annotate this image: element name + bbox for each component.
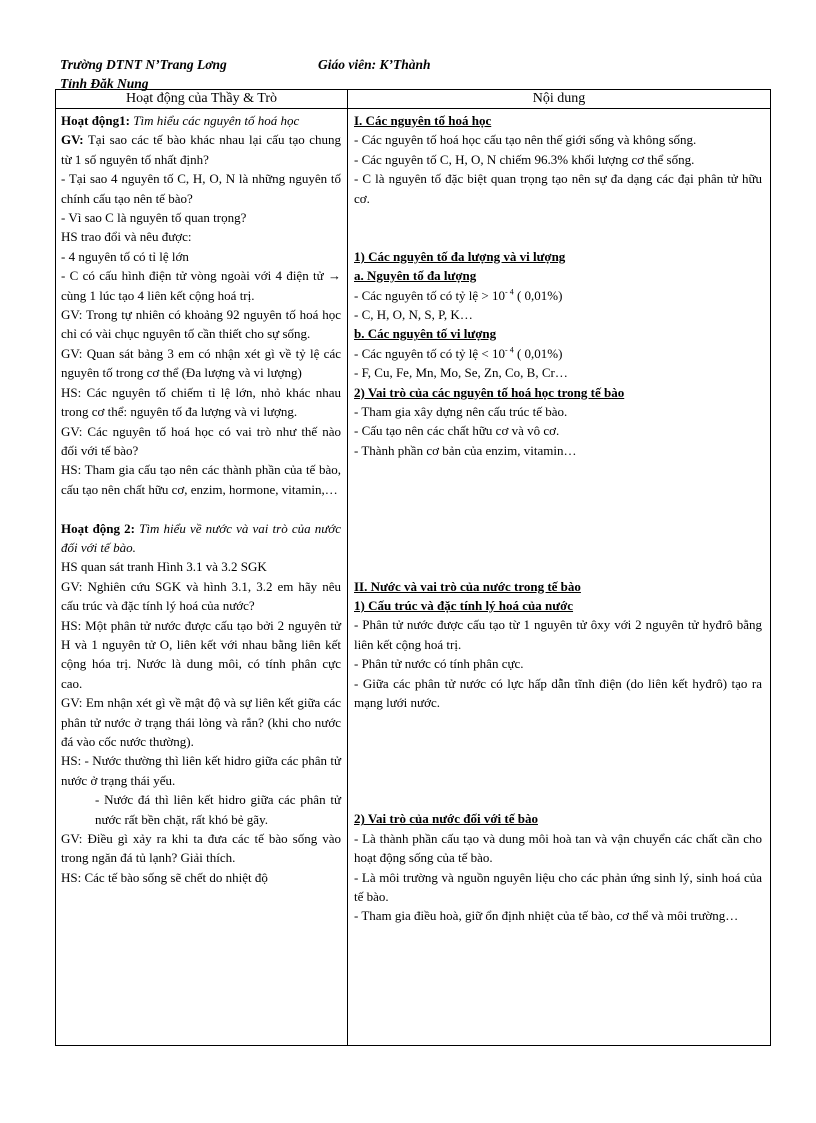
micro-ratio-text: - Các nguyên tố có tỷ lệ < 10 <box>354 345 506 361</box>
hs-observe: HS quan sát tranh Hình 3.1 và 3.2 SGK <box>61 559 267 575</box>
subsection-2-2-title: 2) Vai trò của nước đối với tế bào <box>354 811 538 827</box>
activities-cell <box>56 109 348 1046</box>
gv-statement-2: GV: Trong tự nhiên có khoảng 92 nguyên tố hoá học chỉ có vài chục nguyên tố cần thiết cho sự sống. <box>61 307 341 342</box>
role-point-1: - Tham gia xây dựng nên cấu trúc tế bào. <box>354 404 568 420</box>
macro-elements: - C, H, O, N, S, P, K… <box>354 307 473 323</box>
gv-question-4: GV: Các nguyên tố hoá học có vai trò như thế nào đối với tế bào? <box>61 423 341 458</box>
col-header-content: Nội dung <box>348 90 771 109</box>
role-point-3: - Thành phần cơ bản của enzim, vitamin… <box>354 442 577 458</box>
subsection-1-1b-title: b. Các nguyên tố vi lượng <box>354 326 497 342</box>
gv-question-1 <box>61 130 341 169</box>
micro-ratio <box>354 344 762 363</box>
answer-1: - 4 nguyên tố có tỉ lệ lớn <box>61 248 189 264</box>
activity-1-label: Hoạt động1: <box>61 113 130 128</box>
role-point-2: - Cấu tạo nên các chất hữu cơ và vô cơ. <box>354 423 560 439</box>
micro-exponent: - 4 <box>505 345 514 355</box>
water-structure-3: - Giữa các phân tử nước có lực hấp dẫn tĩnh điện (do liên kết hyđrô) tạo ra mạng lưới nước. <box>354 675 762 711</box>
teacher-name: Giáo viên: K’Thành <box>318 57 431 72</box>
water-role-1: - Là thành phần cấu tạo và dung môi hoà tan và vận chuyển các chất cần cho hoạt động sống của tế bào. <box>354 830 762 866</box>
question-cho: - Tại sao 4 nguyên tố C, H, O, N là những nguyên tố chính cấu tạo nên tế bào? <box>61 171 341 206</box>
macro-exponent: - 4 <box>505 287 514 297</box>
activity-1-heading <box>61 111 341 130</box>
table-header-row <box>56 90 771 109</box>
hs-answer-2: HS: Các nguyên tố chiếm tỉ lệ lớn, nhỏ khác nhau trong cơ thể: nguyên tố đa lượng và vi lượng. <box>61 384 341 420</box>
macro-percent: ( 0,01%) <box>513 287 563 303</box>
hs-answer-5: HS: Một phân tử nước được cấu tạo bởi 2 nguyên tử H và 1 nguyên tử O, liên kết với nhau bằng liên kết cộng hóa trị. Nước là dung môi, có tính phân cực cao. <box>61 617 341 691</box>
answer-2: - C có cấu hình điện tử vòng ngoài với 4 điện tử → cùng 1 lúc tạo 4 liên kết cộng hoá trị. <box>61 268 341 303</box>
hs-answer-6b: - Nước đá thì liên kết hidro giữa các phân tử nước rất bền chặt, rất khó bẻ gãy. <box>95 792 341 827</box>
water-role-2: - Là môi trường và nguồn nguyên liệu cho các phản ứng sinh lý, sinh hoá của tế bào. <box>354 869 762 905</box>
question-carbon: - Vì sao C là nguyên tố quan trọng? <box>61 210 247 226</box>
subsection-1-2-title: 2) Vai trò của các nguyên tố hoá học trong tế bào <box>354 384 625 400</box>
hs-answer-7: HS: Các tế bào sống sẽ chết do nhiệt độ <box>61 869 268 885</box>
content-cell <box>348 109 771 1046</box>
activity-1-title: Tìm hiểu các nguyên tố hoá học <box>133 113 300 128</box>
gv-question-3: GV: Quan sát bảng 3 em có nhận xét gì về tỷ lệ các nguyên tố trong cơ thể (Đa lượng và vi lượng) <box>61 345 341 381</box>
subsection-1-1a-title: a. Nguyên tố đa lượng <box>354 268 477 284</box>
water-role-3: - Tham gia điều hoà, giữ ổn định nhiệt của tế bào, cơ thể và môi trường… <box>354 908 739 924</box>
gv-question-5: GV: Nghiên cứu SGK và hình 3.1, 3.2 em hãy nêu cấu trúc và đặc tính lý hoá của nước? <box>61 578 341 614</box>
macro-ratio-text: - Các nguyên tố có tỷ lệ > 10 <box>354 287 506 303</box>
table-body-row <box>56 109 771 1046</box>
subsection-2-1-title: 1) Cấu trúc và đặc tính lý hoá của nước <box>354 598 574 614</box>
section-1-title: I. Các nguyên tố hoá học <box>354 113 492 128</box>
hs-discussion: HS trao đổi và nêu được: <box>61 229 192 245</box>
activity-2-label: Hoạt động 2: <box>61 520 135 536</box>
subsection-1-1-title: 1) Các nguyên tố đa lượng và vi lượng <box>354 248 566 264</box>
water-structure-2: - Phân tử nước có tính phân cực. <box>354 656 524 672</box>
section-1-point-1: - Các nguyên tố hoá học cấu tạo nên thế giới sống và không sống. <box>354 132 697 148</box>
activity-2-title: Tìm hiểu về nước và vai trò của nước đối với tế bào. <box>61 520 342 555</box>
section-1-point-2: - Các nguyên tố C, H, O, N chiếm 96.3% khối lượng cơ thể sống. <box>354 151 695 167</box>
gv-question-1-text: Tại sao các tế bào khác nhau lại cấu tạo chung từ 1 số nguyên tố nhất định? <box>61 132 341 167</box>
hs-answer-6: HS: - Nước thường thì liên kết hidro giữa các phân tử nước ở trạng thái yếu. <box>61 753 341 788</box>
section-1-point-3: - C là nguyên tố đặc biệt quan trọng tạo nên sự đa dạng các đại phân tử hữu cơ. <box>354 171 762 206</box>
col-header-activities: Hoạt động của Thầy & Trò <box>56 90 348 109</box>
hs-answer-3: HS: Tham gia cấu tạo nên các thành phần của tế bào, cấu tạo nên chất hữu cơ, enzim, hormone, vitamin,… <box>61 462 341 497</box>
province-name: Tỉnh Đăk Nung <box>60 76 149 91</box>
gv-question-7: GV: Điều gì xảy ra khi ta đưa các tế bào sống vào trong ngăn đá tủ lạnh? Giải thích. <box>61 831 341 866</box>
gv-label: GV: <box>61 132 84 148</box>
activity-2-heading <box>61 519 341 558</box>
micro-elements: - F, Cu, Fe, Mn, Mo, Se, Zn, Co, B, Cr… <box>354 365 568 381</box>
micro-percent: ( 0,01%) <box>513 345 563 361</box>
macro-ratio <box>354 286 762 305</box>
section-2-title: II. Nước và vai trò của nước trong tế bào <box>354 578 581 594</box>
gv-question-6: GV: Em nhận xét gì về mật độ và sự liên kết giữa các phân tử nước ở trạng thái lỏng và rắn? (khi cho nước đá vào cốc nước thường). <box>61 695 341 749</box>
lesson-table <box>55 89 771 1046</box>
school-name: Trường DTNT N’Trang Lơng <box>60 57 227 72</box>
water-structure-1: - Phân tử nước được cấu tạo từ 1 nguyên tử ôxy với 2 nguyên tử hyđrô bằng liên kết cộng hoá trị. <box>354 617 762 652</box>
